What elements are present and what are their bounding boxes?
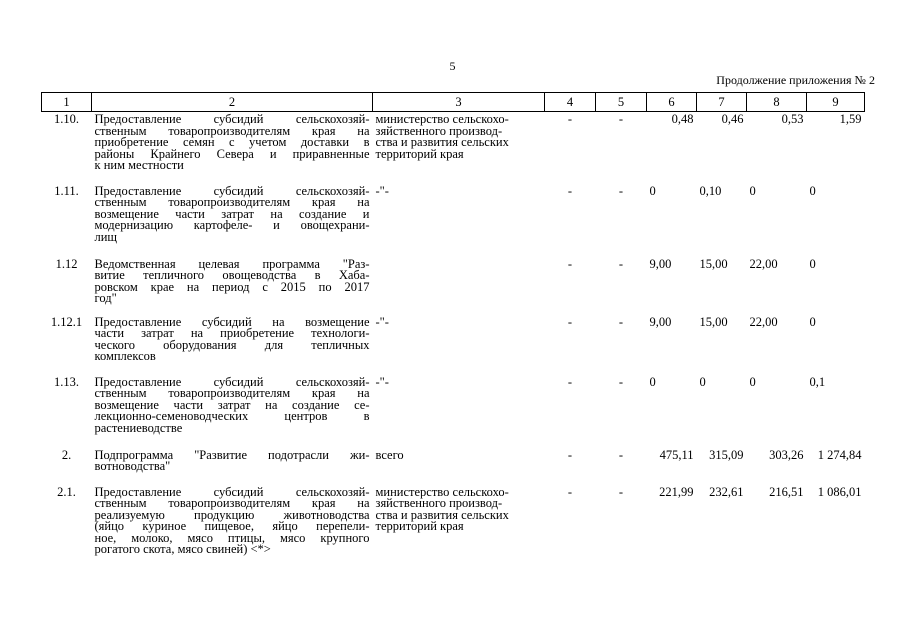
executor-line: всего: [375, 447, 404, 462]
row-executor: [373, 184, 545, 257]
cell-c9: 1,59: [839, 112, 862, 126]
executor-line: зяйственного производ-: [375, 496, 503, 511]
header-col-1: 1: [42, 93, 92, 112]
cell-c7: 0: [699, 374, 706, 389]
row-executor: [373, 448, 545, 485]
row-number: 2.1.: [57, 484, 76, 499]
description-line: к ним местности: [94, 158, 184, 173]
cell-c6: 9,00: [649, 256, 672, 271]
table-row: [42, 375, 865, 448]
description-line: Предоставление субсидий сельскохозяй-: [94, 374, 370, 389]
header-col-8: 8: [747, 93, 807, 112]
table-row: [42, 448, 865, 485]
row-description: [92, 448, 373, 485]
row-executor: [373, 375, 545, 448]
description-line: части затрат на приобретение технологи-: [94, 326, 370, 341]
cell-c8: 0,53: [781, 112, 804, 126]
description-line: Предоставление субсидий сельскохозяй-: [94, 484, 370, 499]
cell-c9: 0,1: [809, 374, 826, 389]
cell-c8: 0: [749, 374, 756, 389]
description-line: Предоставление субсидий сельскохозяй-: [94, 112, 370, 126]
cell-c6: 0,48: [671, 112, 694, 126]
table-row: [42, 485, 865, 565]
description-line: вотноводства": [94, 459, 171, 474]
description-line: возмещение части затрат на создание и: [94, 206, 370, 221]
description-line: возмещение части затрат на создание се-: [94, 397, 370, 412]
row-description: [92, 112, 373, 184]
table-row: [42, 184, 865, 257]
row-description: [92, 184, 373, 257]
cell-c4: -: [567, 447, 573, 462]
description-line: лекционно-семеноводческих центров в: [94, 409, 370, 424]
cell-c8: 22,00: [749, 256, 778, 271]
header-col-2: 2: [92, 93, 373, 112]
description-line: (яйцо куриное пищевое, яйцо перепели-: [94, 519, 370, 534]
executor-line: зяйственного производ-: [375, 123, 503, 138]
cell-c7: 0,10: [699, 183, 722, 198]
row-number: 1.13.: [54, 374, 79, 389]
header-col-6: 6: [647, 93, 697, 112]
cell-c5: -: [618, 314, 624, 329]
cell-c6: 0: [649, 183, 656, 198]
cell-c6: 221,99: [659, 484, 694, 499]
cell-c5: -: [618, 484, 624, 499]
cell-c4: -: [567, 183, 573, 198]
cell-c7: 15,00: [699, 314, 728, 329]
row-number: 1.12.1: [50, 314, 83, 329]
header-col-3: 3: [373, 93, 545, 112]
cell-c9: 0: [809, 314, 816, 329]
row-number: 1.11.: [54, 183, 79, 198]
cell-c8: 216,51: [769, 484, 804, 499]
description-line: ственным товаропроизводителям края на: [94, 496, 370, 511]
cell-c6: 475,11: [659, 447, 694, 462]
description-line: рогатого скота, мясо свиней) <*>: [94, 542, 271, 557]
cell-c8: 0: [749, 183, 756, 198]
cell-c9: 1 086,01: [817, 484, 862, 499]
row-executor: [373, 485, 545, 565]
row-description: [92, 257, 373, 315]
description-line: растениеводстве: [94, 420, 183, 435]
description-line: приобретение семян с учетом доставки в: [94, 135, 370, 150]
cell-c6: 9,00: [649, 314, 672, 329]
header-col-4: 4: [545, 93, 596, 112]
row-executor: [373, 112, 545, 184]
description-line: модернизацию картофеле- и овощехрани-: [94, 218, 370, 233]
description-line: ственным товаропроизводителям края на: [94, 195, 370, 210]
header-col-5: 5: [596, 93, 647, 112]
executor-line: министерство сельскохо-: [375, 112, 509, 126]
cell-c9: 1 274,84: [817, 447, 862, 462]
row-description: [92, 315, 373, 375]
page-number: 5: [449, 59, 456, 73]
description-line: Ведомственная целевая программа "Раз-: [94, 256, 370, 271]
header-row: [42, 93, 865, 112]
description-line: ровском крае на период с 2015 по 2017: [94, 279, 370, 294]
row-executor: [373, 257, 545, 315]
executor-line: -"-: [375, 183, 389, 198]
description-line: витие тепличного овощеводства в Хаба-: [94, 268, 370, 283]
executor-line: территорий края: [375, 146, 464, 161]
executor-line: министерство сельскохо-: [375, 484, 509, 499]
cell-c9: 0: [809, 256, 816, 271]
cell-c9: 0: [809, 183, 816, 198]
description-line: реализуемую продукцию животноводства: [94, 507, 370, 522]
executor-line: территорий края: [375, 519, 464, 534]
executor-line: -"-: [375, 314, 389, 329]
description-line: ческого оборудования для тепличных: [94, 337, 370, 352]
cell-c7: 232,61: [709, 484, 744, 499]
cell-c5: -: [618, 447, 624, 462]
cell-c8: 22,00: [749, 314, 778, 329]
description-line: районы Крайнего Севера и приравненные: [94, 146, 370, 161]
row-description: [92, 485, 373, 565]
description-line: год": [94, 291, 117, 306]
cell-c4: -: [567, 484, 573, 499]
executor-line: ства и развития сельских: [375, 507, 509, 522]
description-line: ственным товаропроизводителям края на: [94, 386, 370, 401]
cell-c4: -: [567, 374, 573, 389]
description-line: лищ: [94, 229, 118, 244]
row-executor: [373, 315, 545, 375]
program-table: [41, 92, 865, 565]
cell-c5: -: [618, 256, 624, 271]
cell-c7: 315,09: [709, 447, 744, 462]
row-number: 1.10.: [54, 112, 79, 126]
table-row: [42, 112, 865, 184]
cell-c4: -: [567, 112, 573, 126]
continuation-note: Продолжение приложения № 2: [716, 73, 875, 87]
cell-c4: -: [567, 256, 573, 271]
description-line: ное, молоко, мясо птицы, мясо крупного: [94, 530, 370, 545]
description-line: комплексов: [94, 349, 156, 364]
table-row: [42, 315, 865, 375]
cell-c8: 303,26: [769, 447, 804, 462]
row-number: 2.: [61, 447, 72, 462]
cell-c4: -: [567, 314, 573, 329]
executor-line: -"-: [375, 374, 389, 389]
cell-c7: 15,00: [699, 256, 728, 271]
table-row: [42, 257, 865, 315]
row-number: 1.12: [55, 256, 78, 271]
executor-line: ства и развития сельских: [375, 135, 509, 150]
header-col-7: 7: [697, 93, 747, 112]
description-line: ственным товаропроизводителям края на: [94, 123, 370, 138]
cell-c5: -: [618, 112, 624, 126]
header-col-9: 9: [807, 93, 865, 112]
description-line: Подпрограмма "Развитие подотрасли жи-: [94, 447, 370, 462]
cell-c7: 0,46: [721, 112, 744, 126]
description-line: Предоставление субсидий на возмещение: [94, 314, 370, 329]
cell-c5: -: [618, 183, 624, 198]
description-line: Предоставление субсидий сельскохозяй-: [94, 183, 370, 198]
row-description: [92, 375, 373, 448]
cell-c5: -: [618, 374, 624, 389]
cell-c6: 0: [649, 374, 656, 389]
